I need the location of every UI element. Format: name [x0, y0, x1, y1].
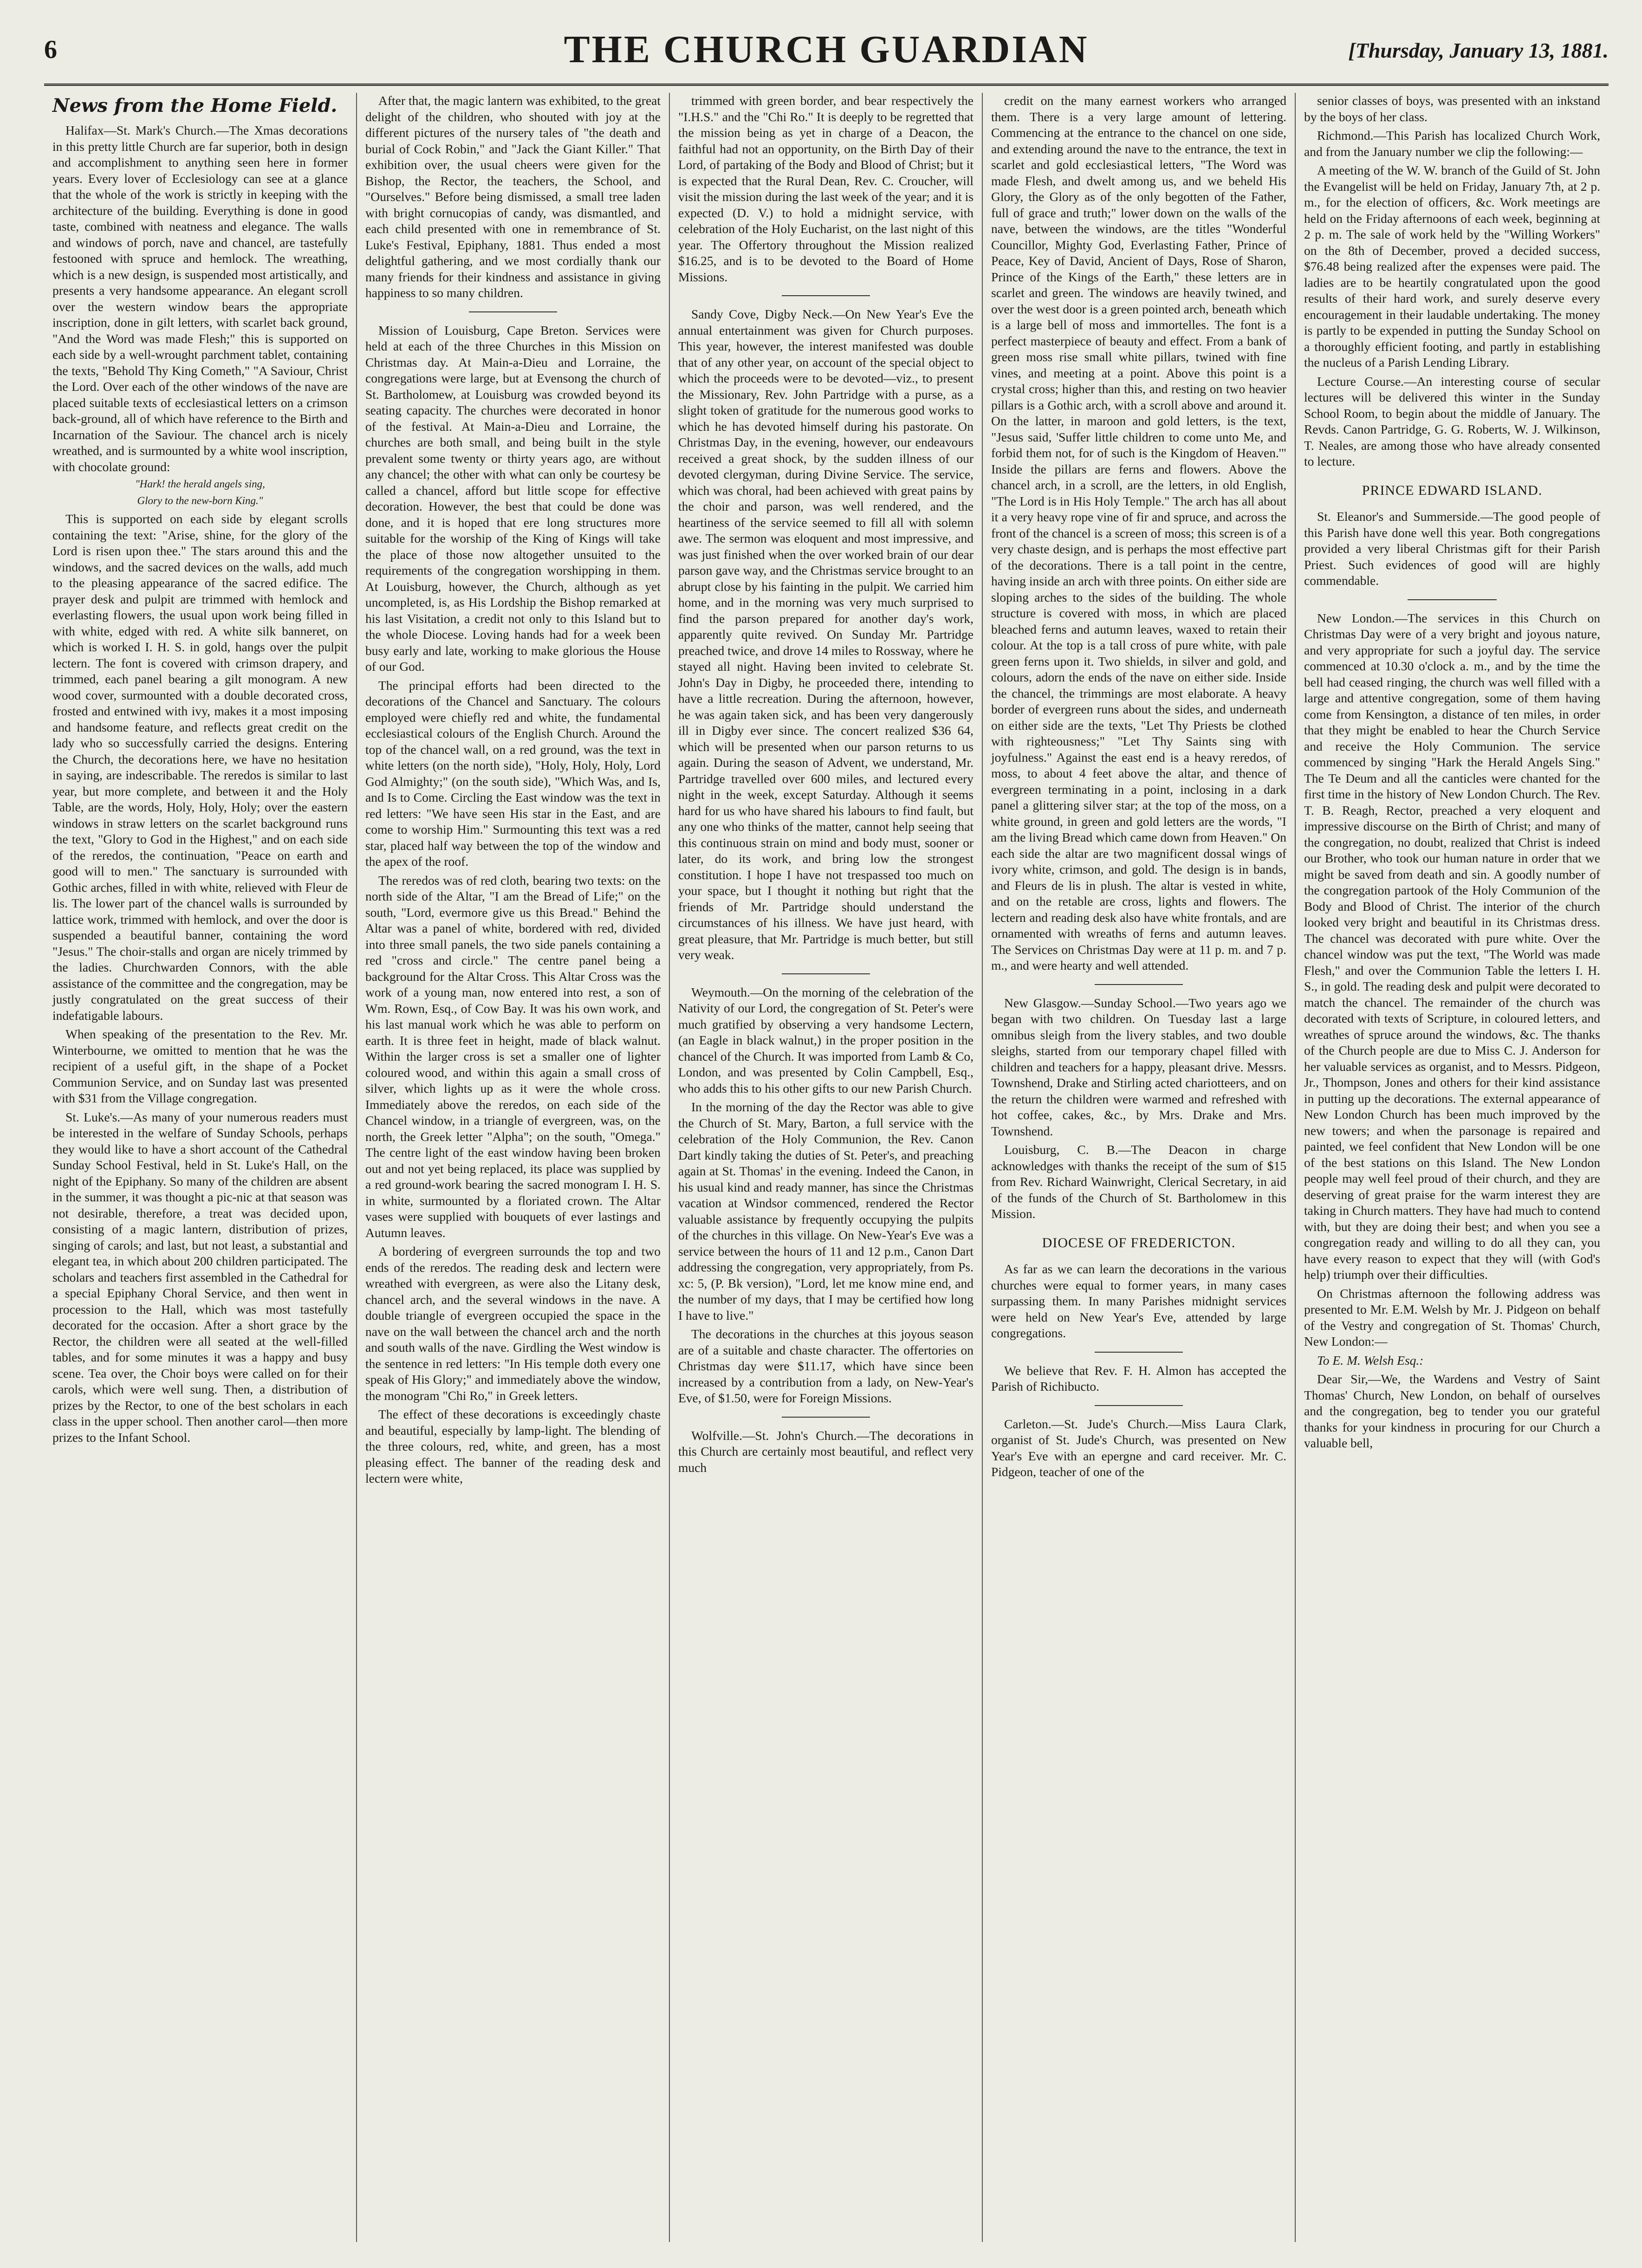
divider — [1095, 1352, 1183, 1353]
paragraph: The reredos was of red cloth, bearing two texts: on the north side of the Altar, "I am the Bread of Life;" on the south, "Lord, evermore give us this Bread." Behind the Altar was a panel of white, bordered with red, divided into three small panels, the two side panels containing a red "cross and circle." The centre panel being a background for the Altar Cross. This Altar Cross was the work of a young man, now entered into rest, a son of Wm. Rown, Esq., of Cow Bay. It was his own work, and his last manual work which he was able to perform on earth. It is three feet in height, made of black walnut. Within the larger cross is set a smaller one of lighter coloured wood, and within this again a small cross of silver, which lights up as it were the whole cross. Immediately above the reredos, on each side of the Chancel window, in a triangle of evergreen, was, on the north, the Greek letter "Alpha"; on the south, "Omega." The centre light of the east window having been broken out and not yet being replaced, its place was supplied by a red ground-work bearing the sacred monogram I. H. S. in white, surmounted by a floriated crown. The Altar vases were supplied with bouquets of ever lastings and Autumn leaves. — [365, 873, 661, 1240]
article-sandy-cove: Sandy Cove, Digby Neck.—On New Year's Eve the annual entertainment was given for Church purposes. This year, however, the interest manifested was double that of any other year, on account of the special object to which the proceeds were to be devoted—viz., to present the Missionary, Rev. John Partridge with a purse, as a slight token of gratitude for the numerous good works to which he has devoted himself during his pastorate. On Christmas Day, in the evening, however, our endeavours received a great shock, by the sudden illness of our devoted clergyman, during Divine Service. The service, which was choral, had been achieved with great pains by the choir and parson, was well rendered, and the heartiness of the service seemed to fill all with solemn awe. The sermon was eloquent and most impressive, and was just finished when the over worked brain of our dear parson gave way, and the Christmas service brought to an abrupt close by his fainting in the pulpit. We carried him home, and in the morning was very much surprised to find the parson prepared for another day's work, apparently quite revived. On Sunday Mr. Partridge preached twice, and drove 14 miles to Rossway, where he stayed all night. Having been invited to celebrate St. John's Day in Digby, he proceeded there, intending to have a little recreation. During the afternoon, however, he was again taken sick, and has been very dangerously ill in Digby ever since. The concert realized $36 64, which will be presented when our parson returns to us again. During the season of Advent, we understand, Mr. Partridge travelled over 600 miles, and lectured every night in the week, except Saturday. Although it seems hard for us who have shared his labours to find fault, but any one who thinks of the matter, cannot help seeing that this continuous strain on mind and body must, sooner or later, do its work, and bring low the strongest constitution. I hope I have not trespassed too much on your space, but I thought it nothing but right that the friends of Mr. Partridge should understand the circumstances of his illness. We have just heard, with great pleasure, that Mr. Partridge is much better, but still very weak. — [678, 307, 974, 962]
paragraph: In the morning of the day the Rector was able to give the Church of St. Mary, Barton, a full service with the celebration of the Holy Communion, the Rev. Canon Dart kindly taking the duties of St. Peter's, and preaching again at St. Thomas' in the evening. Indeed the Canon, in his usual kind and ready manner, has since the Christmas vacation at Windsor commenced, rendered the Rector valuable assistance by frequently occupying the pulpits of the churches in this village. On New-Year's Eve was a service between the hours of 11 and 12 p.m., Canon Dart addressing the congregation, very appropriately, from Ps. xc: 5, (P. Bk version), "Lord, let me know mine end, and the number of my days, that I may be certified how long I have to live." — [678, 1100, 974, 1322]
column-2 — [357, 93, 670, 2242]
divider — [782, 1417, 870, 1418]
paragraph: The effect of these decorations is exceedingly chaste and beautiful, especially by lamp-light. The blending of the three colours, red, white, and green, has a most pleasing effect. The banner of the reading desk and lectern were white, — [365, 1407, 661, 1485]
divider — [1095, 984, 1183, 985]
quote-line-2: Glory to the new-born King." — [137, 495, 263, 506]
paragraph: A bordering of evergreen surrounds the top and two ends of the reredos. The reading desk and lectern were wreathed with evergreen, as were also the Litany desk, chancel arch, and the several windows in the nave. A double triangle of evergreen occupied the space in the nave on the wall between the chancel arch and the north and south walls of the nave. Girdling the West window is the sentence in red letters: "In His temple doth every one speak of His Glory;" and immediately above the window, the monogram "Chi Ro," in Greek letters. — [365, 1244, 661, 1403]
article-carleton: Carleton.—St. Jude's Church.—Miss Laura Clark, organist of St. Jude's Church, was presented on New Year's Eve with an epergne and card receiver. Mr. C. Pidgeon, teacher of one of the — [991, 1416, 1286, 1479]
newspaper-page — [44, 19, 1609, 2247]
article-new-glasgow: New Glasgow.—Sunday School.—Two years ago we began with two children. On Tuesday last a large omnibus sleigh from the livery stables, and two double sleighs, started from our temporary chapel filled with children and teachers for a happy, pleasant drive. Messrs. Townshend, Drake and Stirling acted chariotteers, and on the return the children were warmed and refreshed with hot coffee, cakes, &c., by Mrs. Drake and Mrs. Townshend. — [991, 995, 1286, 1138]
article-wolfville: Wolfville.—St. John's Church.—The decorations in this Church are certainly most beautiful, and reflect very much — [678, 1428, 974, 1475]
issue-date: [Thursday, January 13, 1881. — [1348, 39, 1609, 62]
paragraph: Lecture Course.—An interesting course of secular lectures will be delivered this winter in the Sunday School Room, to begin about the middle of January. The Revds. Canon Partridge, G. G. Roberts, W. J. Wilkinson, T. Neales, are among those who have already consented to lecture. — [1304, 374, 1600, 468]
pei-heading: PRINCE EDWARD ISLAND. — [1362, 482, 1543, 498]
divider — [782, 295, 870, 296]
article-louisburg-cb: Louisburg, C. B.—The Deacon in charge acknowledges with thanks the receipt of the sum of $15 from Rev. Richard Wainwright, Clerical Secretary, in aid of the funds of the Church of St. Bartholomew in this Mission. — [991, 1142, 1286, 1221]
column-5 — [1296, 93, 1609, 2242]
article-st-lukes: St. Luke's.—As many of your numerous readers must be interested in the welfare of Sunday Schools, perhaps they would like to have a short account of the Cathedral Sunday School Festival, held in St. Luke's Hall, on the night of the Epiphany. So many of the children are absent in the summer, it was thought a pic-nic at that season was not desirable, therefore, a treat was decided upon, consisting of a magic lantern, distribution of prizes, singing of carols; and last, but not least, a substantial and elegant tea, in which about 200 children participated. The scholars and teachers first assembled in the Cathedral for a special Epiphany Choral Service, and then went in procession to the Hall, which was most tastefully decorated for the occasion. After a short grace by the Rector, the children were all seated at the well-filled tables, and for some minutes it was a happy and busy scene. Tea over, the Choir boys were called on for their carols, which were well sung. Then, a distribution of prizes by the Rector, to one of the best scholars in each class in the upper school. Then another carol—then more prizes to the Infant School. — [52, 1109, 348, 1445]
article-new-london: New London.—The services in this Church on Christmas Day were of a very bright and joyous nature, and very appropriate for such a joyful day. The service commenced at 10.30 o'clock a. m., and by the time the bell had ceased ringing, the church was well filled with a large and attentive congregation, some of them having come from Kensington, a distance of ten miles, in order that they might be enabled to hear the Church Service and receive the Holy Communion. The service commenced by singing "Hark the Herald Angels Sing." The Te Deum and all the canticles were chanted for the first time in the history of New London Church. The Rev. T. B. Reagh, Rector, preached a very eloquent and impressive discourse on the Birth of Christ; and many of the congregation, no doubt, realized that Christ is indeed our Brother, who took our human nature in order that we might be saved from death and sin. A goodly number of the congregation partook of the Holy Communion of the Body and Blood of Christ. The interior of the church looked very bright and beautiful in its Christmas dress. The chancel was decorated with pure white. Over the chancel window was put the text, "The World was made Flesh," and over the Communion Table the letters I. H. S., in gold. The reading desk and pulpit were decorated to match the chancel. The remainder of the church was decorated with texts of Scripture, in coloured letters, and wreathes of spruce around the windows, &c. The thanks of the Church people are due to Miss C. J. Anderson for her valuable services as organist, and to Messrs. Pidgeon, Jr., Thompson, Jones and others for their kind assistance in putting up the decorations. The external appearance of New London Church has been much improved by the new towers; and when the parsonage is repaired and painted, we feel confident that New London will be one of the best stations on this Island. The New London people may well feel proud of their church, and they are deserving of great praise for the warm interest they are taking in Church matters. They have had much to contend with, but they are doing their best; and when you see a congregation ready and willing to do all they can, you have every reason to expect that they will (with God's help) triumph over their difficulties. — [1304, 610, 1600, 1282]
paragraph: credit on the many earnest workers who arranged them. There is a very large amount of lettering. Commencing at the entrance to the chancel on one side, and extending around the nave to the entrance, the text in scarlet and gold ecclesiastical letters, "The Word was made Flesh, and dwelt among us, and we beheld His Glory, the Glory as of the only begotten of the Father, full of grace and truth;" lower down on the walls of the nave, between the windows, are the titles "Wonderful Councillor, Mighty God, Everlasting Father, Prince of Peace, Key of David, Ancient of Days, Rose of Sharon, Prince of the Kings of the Earth," these letters are in scarlet and green. The windows are heavily twined, and over the west door is a green pointed arch, beneath which is a large bell of moss and immortelles. The font is a perfect masterpiece of beauty and effect. From a bank of green moss rise small white pillars, twined with fine vines, and meeting at a point. Above this point is a crystal cross; higher than this, and resting on two heavier pillars is a Gothic arch, with a scroll above and around it. On the latter, in maroon and gold letters, is the text, "Jesus said, 'Suffer little children to come unto Me, and forbid them not, for of such is the Kingdom of Heaven.'" Inside the pillars are ferns and flowers. Above the chancel arch, in a scroll, are the letters, in old English, "The Lord is in His Holy Temple." The arch has all about it a very heavy rope vine of fir and spruce, and across the front of the chancel is a screen of moss; this screen is of a very chaste design, and is perhaps the most effective part of the decorations. There is a tall point in the centre, having inside an arch with three points. On either side are sloping arches to the sides of the building. The whole structure is covered with moss, in which are placed bleached ferns and autumn leaves, waxed to retain their colour. At the top is a tall cross of pure white, with pale green ferns upon it. Two shields, in silver and gold, and colours, adorn the ends of the nave on either side. Inside the chancel, the trimmings are most elaborate. A heavy border of evergreen runs about the sides, and underneath on either side are the texts, "Let Thy Priests be clothed with righteousness;" "Let Thy Saints sing with joyfulness." Against the east end is a heavy reredos, of moss, to about 4 feet above the altar, and thence of evergreen terminating in a point, inclosing in a dark panel a glittering silver star; at the top of the moss, on a white ground, in green and gold letters are the words, "I am the living Bread which came down from Heaven." On each side the altar are two magnificent dossal wings of ivory white, crimson, and gold. The design is in bands, and Fleurs de lis in plush. The altar is vested in white, and on the retable are cross, lights and flowers. The lectern and reading desk also have white frontals, and are ornamented with wreaths of ferns and autumn leaves. The Services on Christmas Day were at 11 p. m. and 7 p. m., and were hearty and well attended. — [991, 93, 1286, 972]
paragraph: trimmed with green border, and bear respectively the "I.H.S." and the "Chi Ro." It is deeply to be regretted that the mission being as yet in charge of a Deacon, the faithful had not an opportunity, on the Birth Day of their Lord, of partaking of the Body and Blood of Christ; but it is expected that the Rural Dean, Rev. C. Croucher, will visit the mission during the last week of the year; and it is expected (D. V.) to hold a midnight service, with celebration of the Holy Eucharist, on the last night of this year. The Offertory throughout the Mission realized $16.25, and is to be devoted to the Board of Home Missions. — [678, 93, 974, 284]
article-st-eleanors: St. Eleanor's and Summerside.—The good people of this Parish have done well this year. Both congregations provided a very liberal Christmas gift for their Parish Priest. Such evidences of good will are highly commendable. — [1304, 509, 1600, 588]
newspaper-title: THE CHURCH GUARDIAN — [564, 28, 1089, 71]
address-salutation: To E. M. Welsh Esq.: — [1317, 1353, 1424, 1367]
paragraph: After that, the magic lantern was exhibited, to the great delight of the children, who shouted with joy at the different pictures of the nursery tales of "the death and burial of Cock Robin," and "Jack the Giant Killer." That exhibition over, the usual cheers were given for the Bishop, the Rector, the teachers, the School, and "Ourselves." Before being dismissed, a small tree laden with bright cornucopias of candy, was dismantled, and each child presented with one in remembrance of St. Luke's Festival, Epiphany, 1881. Thus ended a most delightful gathering, and we most cordially thank our many friends for their kindness and assistance in giving happiness to so many children. — [365, 93, 661, 300]
quote-line-1: "Hark! the herald angels sing, — [135, 478, 265, 490]
column-4 — [983, 93, 1296, 2242]
paragraph: The decorations in the churches at this joyous season are of a suitable and chaste character. The offertories on Christmas day were $11.17, which have since been increased by a contribution from a lady, on New-Year's Eve, of $1.50, were for Foreign Missions. — [678, 1327, 974, 1405]
paragraph: On Christmas afternoon the following address was presented to Mr. E.M. Welsh by Mr. J. Pidgeon on behalf of the Vestry and congregation of St. Thomas' Church, New London:— — [1304, 1286, 1600, 1348]
paragraph: The principal efforts had been directed to the decorations of the Chancel and Sanctuary. The colours employed were chiefly red and white, the fundamental ecclesiastical colours of the English Church. Around the top of the chancel wall, on a red ground, was the text in white letters (on the north side), "Holy, Holy, Holy, Lord God Almighty;" (on the south side), "Which Was, and Is, and Is to Come. Circling the East window was the text in red letters: "We have seen His star in the East, and are come to worship Him." Surmounting this text was a red star, placed half way between the top of the window and the apex of the roof. — [365, 678, 661, 868]
paragraph: Dear Sir,—We, the Wardens and Vestry of Saint Thomas' Church, New London, on behalf of ourselves and the congregation, beg to tender you our grateful thanks for your kindness in procuring for our Church a valuable bell, — [1304, 1372, 1600, 1450]
article-richmond: Richmond.—This Parish has localized Church Work, and from the January number we clip the following:— — [1304, 128, 1600, 159]
paragraph: When speaking of the presentation to the Rev. Mr. Winterbourne, we omitted to mention that he was the recipient of a useful gift, in the shape of a Pocket Communion Service, and on Sunday last was presented with $31 from the Village congregation. — [52, 1027, 348, 1105]
divider — [782, 973, 870, 974]
paragraph: A meeting of the W. W. branch of the Guild of St. John the Evangelist will be held on Friday, January 7th, at 2 p. m., for the election of officers, &c. Work meetings are held on the Friday afternoons of each week, beginning at 2 p. m. The sale of work held by the "Willing Workers" on the 8th of December, proved a decided success, $76.48 being realized after the expenses were paid. The ladies are to be heartily congratulated upon the good results of their hard work, and surely deserve every encouragement in their laudable undertaking. The money is partly to be expended in putting the Sunday School on a thoroughly efficient footing, and partly in establishing the nucleus of a Parish Lending Library. — [1304, 163, 1600, 369]
diocese-heading: DIOCESE OF FREDERICTON. — [1042, 1235, 1236, 1251]
paragraph: This is supported on each side by elegant scrolls containing the text: "Arise, shine, for the glory of the Lord is risen upon thee." The stars around this and the windows, and the sacred devices on the walls, add much to the pleasing appearance of the sacred edifice. The prayer desk and pulpit are trimmed with hemlock and everlasting flowers, the usual upon work being filled in with white, edged with red. A white silk banneret, on which is worked I. H. S. in gold, hangs over the pulpit lectern. The font is covered with crimson drapery, and trimmed, each panel bearing a gilt monogram. A new wood cover, surmounted with a double decorated cross, frosted and entwined with ivy, makes it a most imposing and handsome feature, and reflects great credit on the lady who so successfully carried the designs. Entering the Church, the decorations here, we have no hesitation in saying, are indescribable. The reredos is similar to last year, but more complete, and between it and the Holy Table, are the words, Holy, Holy, Holy; over the eastern windows in straw letters on the scarlet background runs the text, "Glory to God in the Highest," and on each side of the reredos, the continuation, "Peace on earth and good will to men." The sanctuary is surrounded with Gothic arches, filled in with white, relieved with Fleur de lis. The lower part of the chancel walls is surrounded by lattice work, trimmed with hemlock, and over the door is suspended a beautiful banner, containing the word "Jesus." The choir-stalls and organ are nicely trimmed by the ladies. Churchwarden Connors, with the able assistance of the committee and the congregation, may be justly congratulated on the great success of their indefatigable labours. — [52, 512, 348, 1023]
paragraph: senior classes of boys, was presented with an inkstand by the boys of her class. — [1304, 93, 1600, 124]
article-columns — [44, 93, 1609, 2242]
column-1 — [44, 93, 357, 2242]
page-number: 6 — [44, 35, 57, 64]
column-3 — [670, 93, 983, 2242]
paragraph: As far as we can learn the decorations in the various churches were equal to former years, in many cases surpassing them. In many Parishes midnight services were held on New Year's Eve, attended by large congregations. — [991, 1262, 1286, 1340]
divider — [1095, 1405, 1183, 1406]
article-louisburg: Mission of Louisburg, Cape Breton. Services were held at each of the three Churches in this Mission on Christmas day. At Main-a-Dieu and Lorraine, the congregations were large, but at Evensong the church of St. Bartholomew, at Louisburg was crowded beyond its seating capacity. The churches were decorated in honor of the festival. At Main-a-Dieu and Lorraine, the churches are both small, and being built in the style prevalent some twenty or thirty years ago, are without any chancel; the other with what can only be courtesy be called a chancel, afford but little scope for effective decoration. However, the best that could be done was done, and it is hoped that ere long structures more suitable for the worship of the King of Kings will take the place of those now altogether unsuited to the requirements of the congregation worshipping in them. At Louisburg, however, the Church, although as yet uncompleted, is, as His Lordship the Bishop remarked at his last Visitation, a credit not only to this Island but to the whole Diocese. Loving hands had for a week been busy early and late, working to make glorious the House of our God. — [365, 323, 661, 674]
masthead — [44, 19, 1609, 86]
article-halifax: Halifax—St. Mark's Church.—The Xmas decorations in this pretty little Church are far superior, both in design and accomplishment to anything seen here in former years. Every lover of Ecclesiology can see at a glance that the whole of the work is strictly in keeping with the architecture of the building. Everything is done in good taste, combined with neatness and elegance. The walls and windows of porch, nave and chancel, are tastefully festooned with spruce and hemlock. The wreathing, which is a new design, is suspended most artistically, and presents a very handsome appearance. An elegant scroll over the western window bears the appropriate inscription, done in gilt letters, with scarlet back ground, "And the Word was made Flesh;" this is supported on each side by a well-wrought parchment tablet, containing the texts, "Behold Thy King Cometh," "A Saviour, Christ the Lord. Over each of the other windows of the nave are placed suitable texts of ecclesiastical letters on a crimson back-ground, all of which have reference to the Birth and Incarnation of the Saviour. The chancel arch is nicely wreathed, and is surmounted by a white wool inscription, with chocolate ground: — [52, 123, 348, 474]
section-heading: News from the Home Field. — [52, 95, 337, 117]
divider — [1408, 599, 1496, 600]
paragraph: We believe that Rev. F. H. Almon has accepted the Parish of Richibucto. — [991, 1363, 1286, 1393]
divider — [469, 311, 558, 312]
article-weymouth: Weymouth.—On the morning of the celebration of the Nativity of our Lord, the congregation of St. Peter's were much gratified by observing a very handsome Lectern, (an Eagle in black walnut,) in the proper position in the chancel of the Church. It was imported from Lamb & Co, London, and was presented by Colin Campbell, Esq., who adds this to his other gifts to our new Parish Church. — [678, 985, 974, 1095]
